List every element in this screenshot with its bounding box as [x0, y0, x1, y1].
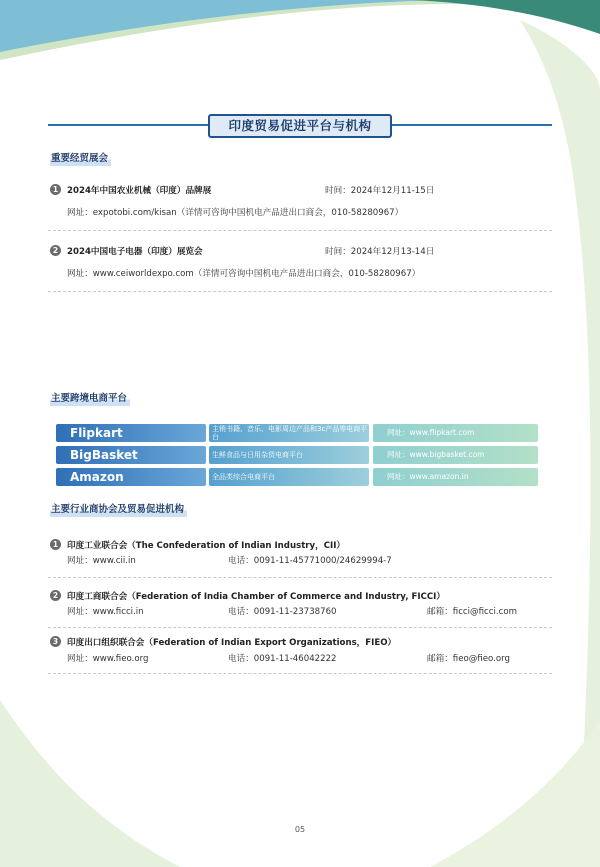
association-url: 网址：www.fieo.org — [67, 654, 149, 664]
section-associations-header: 主要行业商协会及贸易促进机构 — [50, 503, 187, 517]
divider — [48, 230, 552, 231]
number-badge: 1 — [50, 539, 61, 550]
platform-desc: 生鲜食品与日用杂货电商平台 — [209, 446, 369, 464]
platform-url: 网址：www.flipkart.com — [373, 424, 538, 442]
association-name: 印度工业联合会（The Confederation of Indian Industry，CII） — [67, 541, 346, 551]
association-email: 邮箱：ficci@ficci.com — [427, 607, 517, 617]
association-email: 邮箱：fieo@fieo.org — [427, 654, 510, 664]
title-rule-right — [388, 124, 552, 126]
association-url: 网址：www.ficci.in — [67, 607, 144, 617]
association-phone: 电话：0091-11-46042222 — [228, 654, 337, 664]
association-phone: 电话：0091-11-45771000/24629994-7 — [228, 556, 392, 566]
divider — [48, 627, 552, 628]
number-badge: 1 — [50, 184, 61, 195]
fair-name: 2024年中国农业机械（印度）品牌展 — [67, 186, 212, 196]
association-phone: 电话：0091-11-23738760 — [228, 607, 337, 617]
number-badge: 3 — [50, 636, 61, 647]
divider — [48, 577, 552, 578]
page-title: 印度贸易促进平台与机构 — [208, 114, 392, 138]
number-badge: 2 — [50, 590, 61, 601]
number-badge: 2 — [50, 245, 61, 256]
association-name: 印度工商联合会（Federation of India Chamber of Commerce and Industry, FICCI） — [67, 592, 445, 602]
platform-name: BigBasket — [56, 446, 206, 464]
divider — [48, 673, 552, 674]
fair-time: 时间：2024年12月13-14日 — [325, 247, 435, 257]
fair-name: 2024中国电子电器（印度）展览会 — [67, 247, 203, 257]
platform-url: 网址：www.amazon.in — [373, 468, 538, 486]
fair-url: 网址：www.ceiworldexpo.com（详情可咨询中国机电产品进出口商会，010-58280967） — [67, 269, 421, 279]
title-rule-left — [48, 124, 208, 126]
association-name: 印度出口组织联合会（Federation of Indian Export Organizations，FIEO） — [67, 638, 397, 648]
section-platforms-header: 主要跨境电商平台 — [50, 392, 130, 406]
divider — [48, 291, 552, 292]
platform-name: Flipkart — [56, 424, 206, 442]
association-url: 网址：www.cii.in — [67, 556, 136, 566]
page-number: 05 — [294, 825, 306, 834]
fair-time: 时间：2024年12月11-15日 — [325, 186, 435, 196]
platform-desc: 全品类综合电商平台 — [209, 468, 369, 486]
platform-url: 网址：www.bigbasket.com — [373, 446, 538, 464]
fair-url: 网址：expotobi.com/kisan（详情可咨询中国机电产品进出口商会，010-58280967） — [67, 208, 404, 218]
platform-name: Amazon — [56, 468, 206, 486]
platform-desc: 主销书籍、音乐、电影周边产品和3c产品等电商平台 — [209, 424, 369, 442]
section-fairs-header: 重要经贸展会 — [50, 152, 111, 166]
